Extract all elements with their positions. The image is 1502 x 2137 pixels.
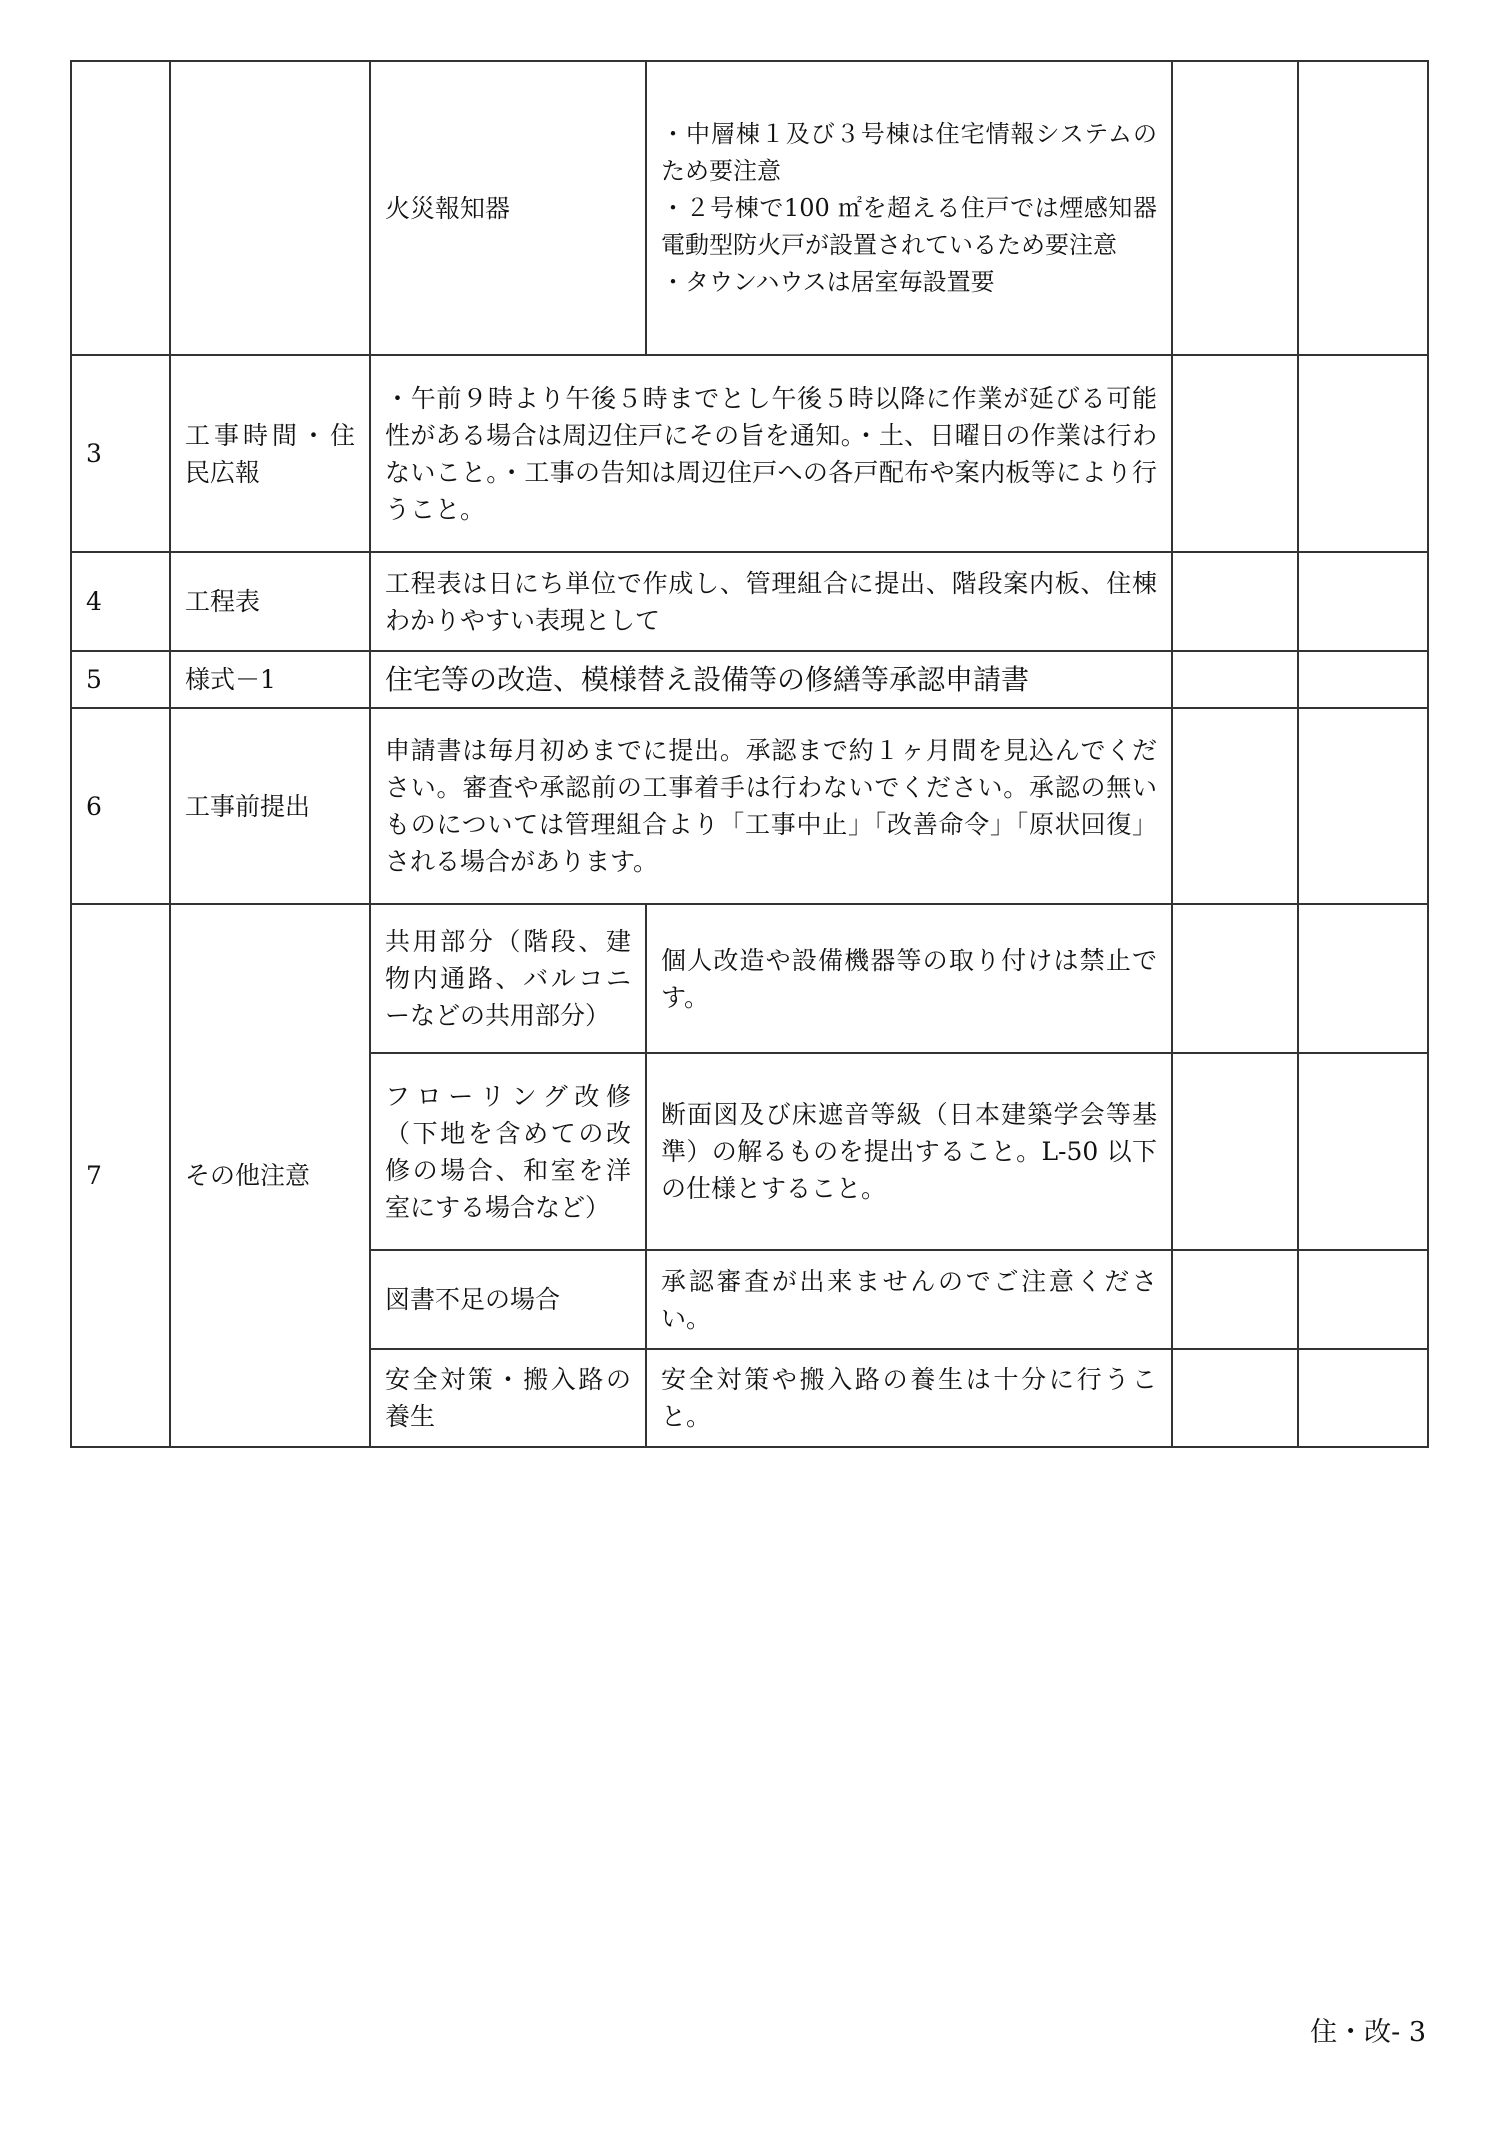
table-row bbox=[71, 904, 1428, 1053]
item-cell: 図書不足の場合 bbox=[370, 1250, 646, 1349]
note-line: ・タウンハウスは居室毎設置要 bbox=[661, 267, 995, 296]
requirements-table bbox=[70, 60, 1429, 1448]
table-row bbox=[71, 552, 1428, 651]
number-cell bbox=[71, 61, 170, 355]
notes-cell bbox=[646, 61, 1172, 355]
number-cell: 5 bbox=[71, 651, 170, 708]
page-number: 住・改- 3 bbox=[1310, 2017, 1426, 2048]
check-cell bbox=[1298, 1349, 1428, 1447]
check-cell bbox=[1298, 61, 1428, 355]
table-row bbox=[71, 651, 1428, 708]
check-cell bbox=[1298, 651, 1428, 708]
table-row bbox=[71, 708, 1428, 904]
title-cell: 工程表 bbox=[170, 552, 370, 651]
note-line: ・中層棟１及び３号棟は住宅情報システムのため要注意 bbox=[661, 119, 1157, 185]
title-cell bbox=[170, 61, 370, 355]
number-cell: 4 bbox=[71, 552, 170, 651]
content-cell: 安全対策や搬入路の養生は十分に行うこと。 bbox=[646, 1349, 1172, 1447]
check-cell bbox=[1298, 355, 1428, 552]
number-cell: 6 bbox=[71, 708, 170, 904]
content-cell: 住宅等の改造、模様替え設備等の修繕等承認申請書 bbox=[370, 651, 1172, 708]
table-row bbox=[71, 61, 1428, 355]
number-cell: 7 bbox=[71, 904, 170, 1447]
content-cell: 工程表は日にち単位で作成し、管理組合に提出、階段案内板、住棟わかりやすい表現として bbox=[370, 552, 1172, 651]
number-cell: 3 bbox=[71, 355, 170, 552]
check-cell bbox=[1172, 552, 1298, 651]
item-cell: 共用部分（階段、建物内通路、バルコニーなどの共用部分） bbox=[370, 904, 646, 1053]
content-cell: 断面図及び床遮音等級（日本建築学会等基準）の解るものを提出すること。L-50 以下の仕様とすること。 bbox=[646, 1053, 1172, 1250]
content-cell: 個人改造や設備機器等の取り付けは禁止です。 bbox=[646, 904, 1172, 1053]
check-cell bbox=[1298, 904, 1428, 1053]
item-cell: 火災報知器 bbox=[370, 61, 646, 355]
title-cell: 工事前提出 bbox=[170, 708, 370, 904]
check-cell bbox=[1172, 1349, 1298, 1447]
check-cell bbox=[1172, 61, 1298, 355]
content-cell: ・午前９時より午後５時までとし午後５時以降に作業が延びる可能性がある場合は周辺住戸にその旨を通知。・土、日曜日の作業は行わないこと。・工事の告知は周辺住戸への各戸配布や案内板等により行うこと。 bbox=[370, 355, 1172, 552]
note-line: ・２号棟で100 ㎡を超える住戸では煙感知器電動型防火戸が設置されているため要注意 bbox=[661, 193, 1157, 259]
check-cell bbox=[1172, 708, 1298, 904]
content-cell: 承認審査が出来ませんのでご注意ください。 bbox=[646, 1250, 1172, 1349]
content-cell: 申請書は毎月初めまでに提出。承認まで約１ヶ月間を見込んでください。審査や承認前の工事着手は行わないでください。承認の無いものについては管理組合より「工事中止」「改善命令」「原状回復」される場合があります。 bbox=[370, 708, 1172, 904]
item-cell: 安全対策・搬入路の養生 bbox=[370, 1349, 646, 1447]
title-cell: その他注意 bbox=[170, 904, 370, 1447]
title-cell: 工事時間・住民広報 bbox=[170, 355, 370, 552]
check-cell bbox=[1172, 651, 1298, 708]
check-cell bbox=[1172, 355, 1298, 552]
item-cell: フローリング改修（下地を含めての改修の場合、和室を洋室にする場合など） bbox=[370, 1053, 646, 1250]
title-cell: 様式－1 bbox=[170, 651, 370, 708]
table-row bbox=[71, 355, 1428, 552]
check-cell bbox=[1298, 552, 1428, 651]
check-cell bbox=[1172, 1053, 1298, 1250]
check-cell bbox=[1298, 1053, 1428, 1250]
check-cell bbox=[1298, 1250, 1428, 1349]
check-cell bbox=[1172, 904, 1298, 1053]
check-cell bbox=[1172, 1250, 1298, 1349]
check-cell bbox=[1298, 708, 1428, 904]
